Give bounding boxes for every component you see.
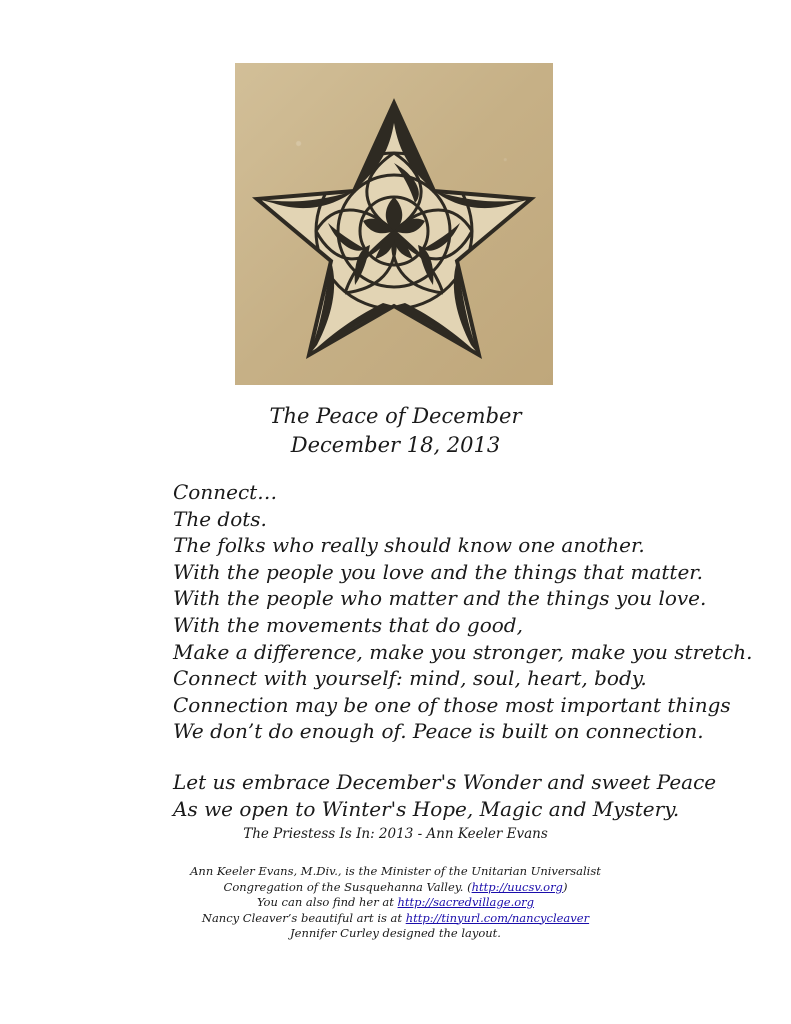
footer-text: You can also find her at [256,895,398,909]
nancycleaver-link[interactable]: http://tinyurl.com/nancycleaver [405,910,590,925]
footer-line [0,880,791,896]
poem-title: The Peace of December [269,404,522,428]
poem-line: As we open to Winter's Hope, Magic and Mystery. [173,796,680,821]
uucsv-link[interactable]: http://uucsv.org [471,879,563,894]
attribution: The Priestess Is In: 2013 - Ann Keeler Evans [243,826,548,842]
footer-line: Jennifer Curley designed the layout. [290,926,501,940]
poem-line: The folks who really should know one another. [173,533,645,558]
poem-line: With the people you love and the things that matter. [173,559,704,584]
footer-line: Ann Keeler Evans, M.Div., is the Minister of the Unitarian Universalist [190,864,601,878]
sacredvillage-link[interactable]: http://sacredvillage.org [397,895,535,909]
poem-body [173,479,753,822]
poem-date: December 18, 2013 [290,433,501,457]
star-artwork [235,63,553,385]
poem-line: Connect with yourself: mind, soul, heart, body. [173,666,647,691]
footer-line [0,895,791,911]
stanza-divider [173,745,733,769]
poem-line: Connect… [173,480,278,504]
footer-credits [0,864,791,942]
footer-text: Nancy Cleaver’s beautiful art is at [201,910,406,925]
poem-line: Make a difference, make you stronger, make you stretch. [173,639,753,664]
poem-line: Connection may be one of those most important things [173,692,731,717]
celtic-star-icon [235,63,553,385]
footer-text: ) [562,879,568,894]
poem-line: With the movements that do good, [173,612,523,637]
footer-text: Congregation of the Susquehanna Valley. ( [223,879,472,894]
poem-line: With the people who matter and the things you love. [173,586,707,611]
poem-line: We don’t do enough of. Peace is built on connection. [173,719,704,744]
poem-line: The dots. [173,506,267,531]
poem-header [0,402,791,460]
footer-line [0,911,791,927]
poem-line: Let us embrace December's Wonder and sweet Peace [173,769,717,794]
